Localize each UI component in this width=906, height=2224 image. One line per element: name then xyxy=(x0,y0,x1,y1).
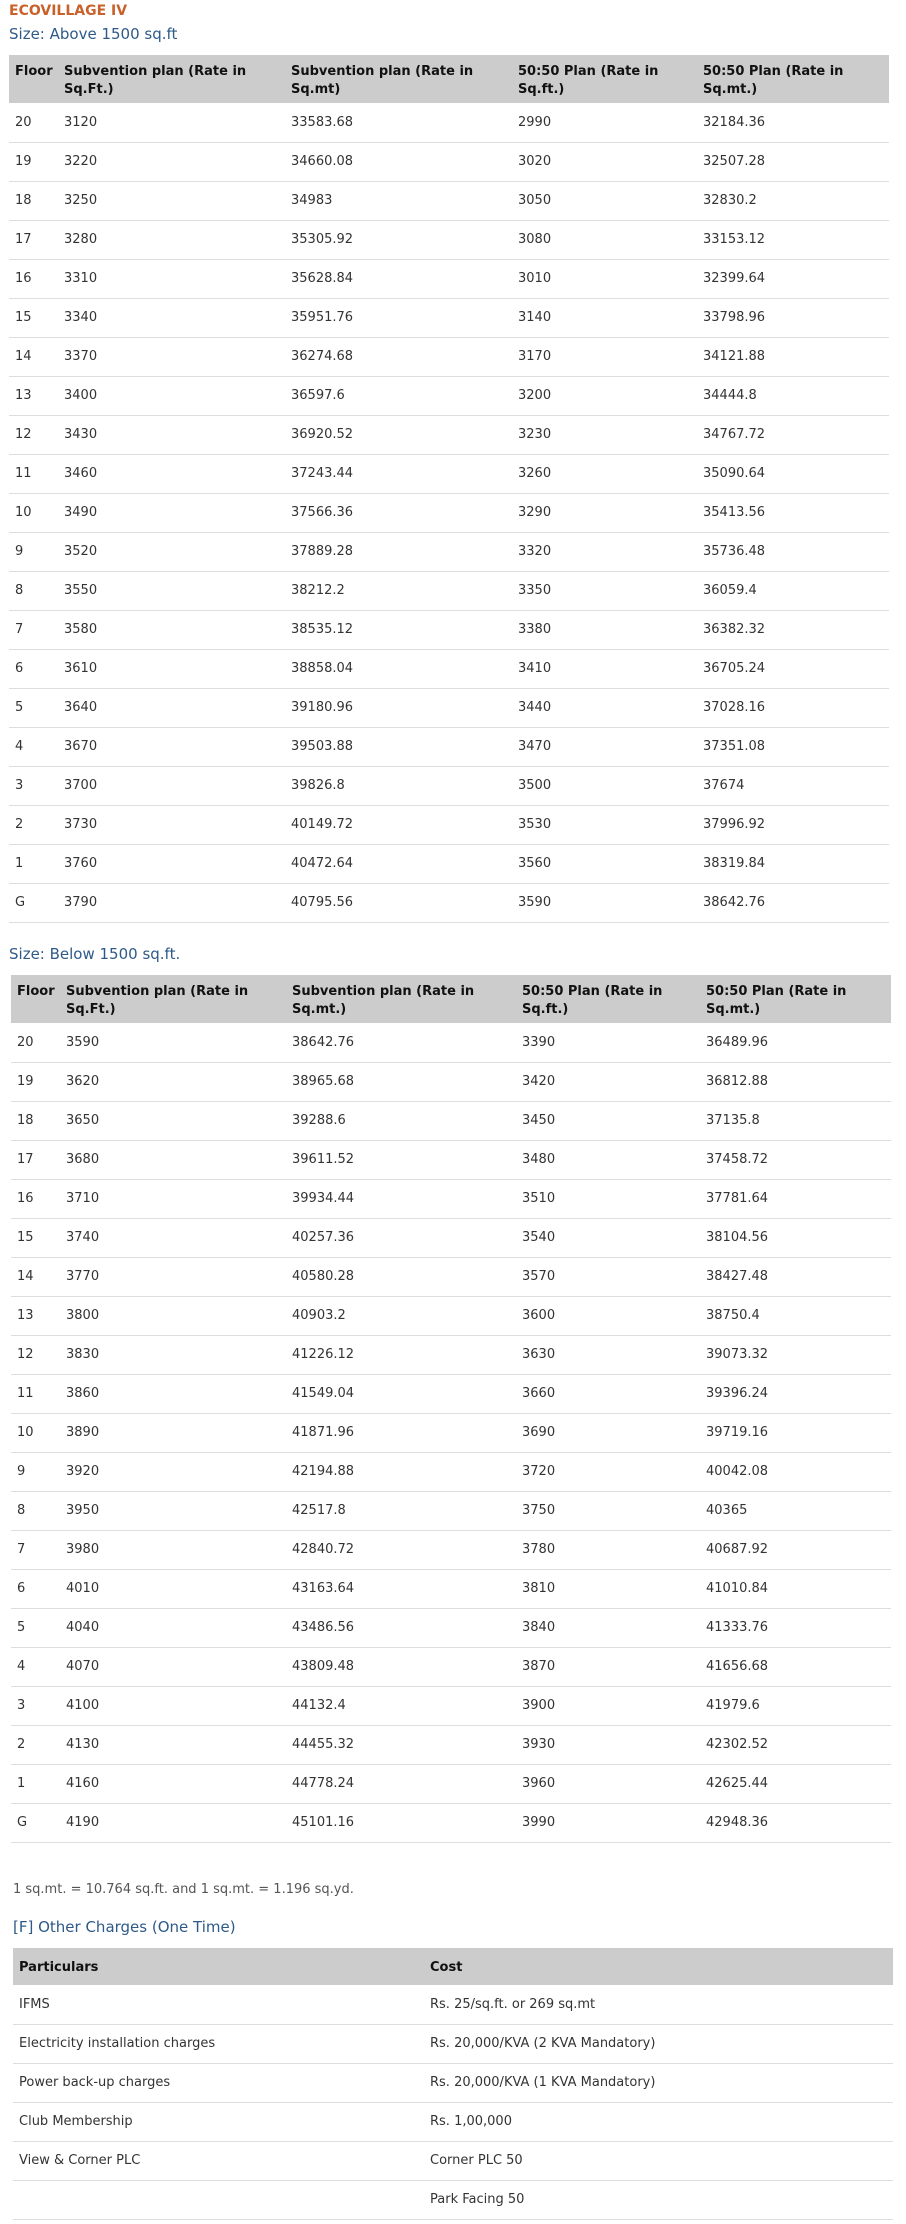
subvention-sqmt-cell: 38858.04 xyxy=(285,649,512,688)
floor-cell: 11 xyxy=(9,454,58,493)
cost-cell: Rs. 20,000/KVA (2 KVA Mandatory) xyxy=(424,2024,893,2063)
floor-cell: 17 xyxy=(9,220,58,259)
subvention-sqmt-cell: 41871.96 xyxy=(286,1413,516,1452)
subvention-sqmt-cell: 36597.6 xyxy=(285,376,512,415)
table-row xyxy=(11,1179,891,1218)
subvention-sqft-cell: 3340 xyxy=(58,298,285,337)
particulars-cell: Power back-up charges xyxy=(13,2063,424,2102)
floor-cell: 7 xyxy=(9,610,58,649)
project-title: ECOVILLAGE IV xyxy=(9,3,128,19)
table-row xyxy=(13,2102,893,2141)
subvention-sqft-cell: 3650 xyxy=(60,1101,286,1140)
floor-cell: 9 xyxy=(11,1452,60,1491)
plan-5050-sqmt-cell: 37135.8 xyxy=(700,1101,891,1140)
floor-cell: 14 xyxy=(11,1257,60,1296)
table-row xyxy=(11,1569,891,1608)
subvention-sqft-cell: 3370 xyxy=(58,337,285,376)
table-row xyxy=(11,1608,891,1647)
subvention-sqft-cell: 3740 xyxy=(60,1218,286,1257)
table-row xyxy=(13,2063,893,2102)
floor-cell: G xyxy=(9,883,58,922)
subvention-sqmt-cell: 39503.88 xyxy=(285,727,512,766)
subvention-sqft-cell: 3550 xyxy=(58,571,285,610)
plan-5050-sqft-cell: 3410 xyxy=(512,649,697,688)
plan-5050-sqft-cell: 3260 xyxy=(512,454,697,493)
floor-cell: 8 xyxy=(9,571,58,610)
subvention-sqft-cell: 3920 xyxy=(60,1452,286,1491)
plan-5050-sqft-cell: 3900 xyxy=(516,1686,700,1725)
subvention-sqft-cell: 3220 xyxy=(58,142,285,181)
table-row xyxy=(11,1725,891,1764)
cost-cell: Park Facing 50 xyxy=(424,2180,893,2219)
plan-5050-sqmt-cell: 35413.56 xyxy=(697,493,889,532)
table-row xyxy=(11,1530,891,1569)
plan-5050-sqft-cell: 3930 xyxy=(516,1725,700,1764)
cost-cell: Rs. 20,000/KVA (1 KVA Mandatory) xyxy=(424,2063,893,2102)
plan-5050-sqft-cell: 3600 xyxy=(516,1296,700,1335)
col-header-floor: Floor xyxy=(11,975,60,1023)
floor-cell: 14 xyxy=(9,337,58,376)
plan-5050-sqft-cell: 3780 xyxy=(516,1530,700,1569)
subvention-sqmt-cell: 37889.28 xyxy=(285,532,512,571)
plan-5050-sqft-cell: 3840 xyxy=(516,1608,700,1647)
plan-5050-sqmt-cell: 32399.64 xyxy=(697,259,889,298)
floor-cell: 3 xyxy=(9,766,58,805)
floor-cell: 1 xyxy=(9,844,58,883)
table-row xyxy=(9,571,889,610)
col-header-subvention-sqmt: Subvention plan (Rate in Sq.mt.) xyxy=(286,975,516,1023)
subvention-sqft-cell: 3950 xyxy=(60,1491,286,1530)
subvention-sqft-cell: 3760 xyxy=(58,844,285,883)
floor-cell: 8 xyxy=(11,1491,60,1530)
cost-cell: Rs. 1,00,000 xyxy=(424,2102,893,2141)
particulars-cell: Club Membership xyxy=(13,2102,424,2141)
subvention-sqft-cell: 3520 xyxy=(58,532,285,571)
table-row xyxy=(11,1413,891,1452)
plan-5050-sqft-cell: 3230 xyxy=(512,415,697,454)
subvention-sqft-cell: 4190 xyxy=(60,1803,286,1842)
plan-5050-sqmt-cell: 38750.4 xyxy=(700,1296,891,1335)
plan-5050-sqmt-cell: 36489.96 xyxy=(700,1023,891,1062)
particulars-cell: IFMS xyxy=(13,1985,424,2024)
table-row xyxy=(9,376,889,415)
subvention-sqft-cell: 3710 xyxy=(60,1179,286,1218)
table-row xyxy=(9,220,889,259)
subvention-sqft-cell: 4070 xyxy=(60,1647,286,1686)
plan-5050-sqft-cell: 3320 xyxy=(512,532,697,571)
subvention-sqft-cell: 3250 xyxy=(58,181,285,220)
table-row xyxy=(11,1803,891,1842)
subvention-sqft-cell: 3980 xyxy=(60,1530,286,1569)
plan-5050-sqmt-cell: 41656.68 xyxy=(700,1647,891,1686)
other-charges-heading: [F] Other Charges (One Time) xyxy=(13,1918,236,1936)
plan-5050-sqft-cell: 3810 xyxy=(516,1569,700,1608)
table-header-row xyxy=(9,55,889,103)
subvention-sqmt-cell: 34660.08 xyxy=(285,142,512,181)
subvention-sqft-cell: 4160 xyxy=(60,1764,286,1803)
table-row xyxy=(9,298,889,337)
table-row xyxy=(9,649,889,688)
subvention-sqmt-cell: 42840.72 xyxy=(286,1530,516,1569)
subvention-sqft-cell: 3640 xyxy=(58,688,285,727)
subvention-sqmt-cell: 39611.52 xyxy=(286,1140,516,1179)
subvention-sqmt-cell: 38212.2 xyxy=(285,571,512,610)
plan-5050-sqmt-cell: 34121.88 xyxy=(697,337,889,376)
plan-5050-sqft-cell: 3720 xyxy=(516,1452,700,1491)
plan-5050-sqft-cell: 3290 xyxy=(512,493,697,532)
rate-table-below-1500 xyxy=(11,975,891,1843)
table-row xyxy=(11,1335,891,1374)
floor-cell: 4 xyxy=(11,1647,60,1686)
plan-5050-sqft-cell: 3660 xyxy=(516,1374,700,1413)
subvention-sqmt-cell: 39826.8 xyxy=(285,766,512,805)
floor-cell: 6 xyxy=(9,649,58,688)
table-row xyxy=(9,688,889,727)
plan-5050-sqmt-cell: 38427.48 xyxy=(700,1257,891,1296)
subvention-sqmt-cell: 40903.2 xyxy=(286,1296,516,1335)
plan-5050-sqft-cell: 3020 xyxy=(512,142,697,181)
table-row xyxy=(9,259,889,298)
col-header-subvention-sqft: Subvention plan (Rate in Sq.Ft.) xyxy=(60,975,286,1023)
subvention-sqmt-cell: 38965.68 xyxy=(286,1062,516,1101)
subvention-sqft-cell: 3670 xyxy=(58,727,285,766)
col-header-5050-sqft: 50:50 Plan (Rate in Sq.ft.) xyxy=(512,55,697,103)
floor-cell: 11 xyxy=(11,1374,60,1413)
plan-5050-sqft-cell: 3450 xyxy=(516,1101,700,1140)
subvention-sqft-cell: 3730 xyxy=(58,805,285,844)
table-row xyxy=(9,883,889,922)
floor-cell: 10 xyxy=(11,1413,60,1452)
plan-5050-sqmt-cell: 32507.28 xyxy=(697,142,889,181)
plan-5050-sqft-cell: 3420 xyxy=(516,1062,700,1101)
table-row xyxy=(13,2141,893,2180)
subvention-sqft-cell: 3790 xyxy=(58,883,285,922)
floor-cell: 17 xyxy=(11,1140,60,1179)
floor-cell: 16 xyxy=(9,259,58,298)
table-row xyxy=(9,415,889,454)
plan-5050-sqft-cell: 3570 xyxy=(516,1257,700,1296)
subvention-sqmt-cell: 35628.84 xyxy=(285,259,512,298)
plan-5050-sqmt-cell: 41010.84 xyxy=(700,1569,891,1608)
subvention-sqmt-cell: 44778.24 xyxy=(286,1764,516,1803)
subvention-sqmt-cell: 41226.12 xyxy=(286,1335,516,1374)
plan-5050-sqft-cell: 3480 xyxy=(516,1140,700,1179)
particulars-cell xyxy=(13,2180,424,2219)
subvention-sqmt-cell: 43163.64 xyxy=(286,1569,516,1608)
table-row xyxy=(9,337,889,376)
plan-5050-sqmt-cell: 39719.16 xyxy=(700,1413,891,1452)
subvention-sqft-cell: 3860 xyxy=(60,1374,286,1413)
subvention-sqmt-cell: 37566.36 xyxy=(285,493,512,532)
plan-5050-sqmt-cell: 37674 xyxy=(697,766,889,805)
table-row xyxy=(11,1764,891,1803)
subvention-sqmt-cell: 40795.56 xyxy=(285,883,512,922)
plan-5050-sqft-cell: 3050 xyxy=(512,181,697,220)
plan-5050-sqmt-cell: 37458.72 xyxy=(700,1140,891,1179)
col-header-floor: Floor xyxy=(9,55,58,103)
table-row xyxy=(11,1023,891,1062)
subvention-sqft-cell: 4130 xyxy=(60,1725,286,1764)
plan-5050-sqmt-cell: 32184.36 xyxy=(697,103,889,142)
floor-cell: 9 xyxy=(9,532,58,571)
table-row xyxy=(11,1647,891,1686)
subvention-sqft-cell: 3310 xyxy=(58,259,285,298)
col-header-subvention-sqft: Subvention plan (Rate in Sq.Ft.) xyxy=(58,55,285,103)
floor-cell: 13 xyxy=(9,376,58,415)
floor-cell: 19 xyxy=(9,142,58,181)
plan-5050-sqmt-cell: 39073.32 xyxy=(700,1335,891,1374)
subvention-sqmt-cell: 35951.76 xyxy=(285,298,512,337)
subvention-sqmt-cell: 38535.12 xyxy=(285,610,512,649)
plan-5050-sqmt-cell: 34444.8 xyxy=(697,376,889,415)
plan-5050-sqft-cell: 3540 xyxy=(516,1218,700,1257)
table-row xyxy=(11,1257,891,1296)
table-row xyxy=(9,766,889,805)
plan-5050-sqft-cell: 3350 xyxy=(512,571,697,610)
subvention-sqmt-cell: 39180.96 xyxy=(285,688,512,727)
plan-5050-sqft-cell: 3870 xyxy=(516,1647,700,1686)
floor-cell: 18 xyxy=(9,181,58,220)
col-header-particulars: Particulars xyxy=(13,1948,424,1985)
plan-5050-sqmt-cell: 42302.52 xyxy=(700,1725,891,1764)
floor-cell: 18 xyxy=(11,1101,60,1140)
plan-5050-sqmt-cell: 36705.24 xyxy=(697,649,889,688)
subvention-sqmt-cell: 39934.44 xyxy=(286,1179,516,1218)
plan-5050-sqft-cell: 3630 xyxy=(516,1335,700,1374)
subvention-sqmt-cell: 38642.76 xyxy=(286,1023,516,1062)
other-charges-table xyxy=(13,1948,893,2220)
floor-cell: 2 xyxy=(11,1725,60,1764)
floor-cell: 13 xyxy=(11,1296,60,1335)
table-row xyxy=(9,454,889,493)
plan-5050-sqmt-cell: 36812.88 xyxy=(700,1062,891,1101)
floor-cell: 3 xyxy=(11,1686,60,1725)
subvention-sqmt-cell: 36920.52 xyxy=(285,415,512,454)
plan-5050-sqmt-cell: 37351.08 xyxy=(697,727,889,766)
subvention-sqft-cell: 3590 xyxy=(60,1023,286,1062)
table-row xyxy=(13,2024,893,2063)
cost-cell: Rs. 25/sq.ft. or 269 sq.mt xyxy=(424,1985,893,2024)
floor-cell: 6 xyxy=(11,1569,60,1608)
subvention-sqmt-cell: 40472.64 xyxy=(285,844,512,883)
subvention-sqft-cell: 4100 xyxy=(60,1686,286,1725)
table-row xyxy=(9,727,889,766)
subvention-sqmt-cell: 42194.88 xyxy=(286,1452,516,1491)
plan-5050-sqmt-cell: 40042.08 xyxy=(700,1452,891,1491)
floor-cell: 7 xyxy=(11,1530,60,1569)
subvention-sqmt-cell: 39288.6 xyxy=(286,1101,516,1140)
subvention-sqmt-cell: 33583.68 xyxy=(285,103,512,142)
plan-5050-sqft-cell: 3470 xyxy=(512,727,697,766)
size-below-label: Size: Below 1500 sq.ft. xyxy=(9,945,181,963)
table-row xyxy=(11,1491,891,1530)
floor-cell: 20 xyxy=(11,1023,60,1062)
subvention-sqmt-cell: 34983 xyxy=(285,181,512,220)
plan-5050-sqmt-cell: 40365 xyxy=(700,1491,891,1530)
subvention-sqft-cell: 3120 xyxy=(58,103,285,142)
plan-5050-sqmt-cell: 34767.72 xyxy=(697,415,889,454)
plan-5050-sqmt-cell: 38319.84 xyxy=(697,844,889,883)
particulars-cell: View & Corner PLC xyxy=(13,2141,424,2180)
subvention-sqmt-cell: 37243.44 xyxy=(285,454,512,493)
plan-5050-sqft-cell: 3510 xyxy=(516,1179,700,1218)
subvention-sqft-cell: 3770 xyxy=(60,1257,286,1296)
floor-cell: G xyxy=(11,1803,60,1842)
floor-cell: 15 xyxy=(9,298,58,337)
col-header-subvention-sqmt: Subvention plan (Rate in Sq.mt) xyxy=(285,55,512,103)
table-row xyxy=(9,493,889,532)
table-row xyxy=(9,610,889,649)
table-header-row xyxy=(11,975,891,1023)
table-row xyxy=(9,142,889,181)
subvention-sqmt-cell: 43486.56 xyxy=(286,1608,516,1647)
subvention-sqmt-cell: 40149.72 xyxy=(285,805,512,844)
subvention-sqft-cell: 3800 xyxy=(60,1296,286,1335)
floor-cell: 16 xyxy=(11,1179,60,1218)
cost-cell: Corner PLC 50 xyxy=(424,2141,893,2180)
subvention-sqft-cell: 3580 xyxy=(58,610,285,649)
plan-5050-sqft-cell: 3080 xyxy=(512,220,697,259)
rate-table-above-1500 xyxy=(9,55,889,923)
floor-cell: 4 xyxy=(9,727,58,766)
plan-5050-sqft-cell: 2990 xyxy=(512,103,697,142)
table-row xyxy=(13,2180,893,2219)
col-header-5050-sqmt: 50:50 Plan (Rate in Sq.mt.) xyxy=(697,55,889,103)
subvention-sqft-cell: 3620 xyxy=(60,1062,286,1101)
subvention-sqmt-cell: 36274.68 xyxy=(285,337,512,376)
subvention-sqft-cell: 3490 xyxy=(58,493,285,532)
subvention-sqft-cell: 3280 xyxy=(58,220,285,259)
col-header-cost: Cost xyxy=(424,1948,893,1985)
subvention-sqmt-cell: 42517.8 xyxy=(286,1491,516,1530)
col-header-5050-sqft: 50:50 Plan (Rate in Sq.ft.) xyxy=(516,975,700,1023)
plan-5050-sqft-cell: 3560 xyxy=(512,844,697,883)
table-row xyxy=(9,805,889,844)
plan-5050-sqft-cell: 3170 xyxy=(512,337,697,376)
subvention-sqft-cell: 4040 xyxy=(60,1608,286,1647)
plan-5050-sqmt-cell: 32830.2 xyxy=(697,181,889,220)
subvention-sqft-cell: 3610 xyxy=(58,649,285,688)
plan-5050-sqft-cell: 3590 xyxy=(512,883,697,922)
floor-cell: 12 xyxy=(9,415,58,454)
particulars-cell: Electricity installation charges xyxy=(13,2024,424,2063)
conversion-note: 1 sq.mt. = 10.764 sq.ft. and 1 sq.mt. = 1.196 sq.yd. xyxy=(13,1882,354,1897)
floor-cell: 12 xyxy=(11,1335,60,1374)
col-header-5050-sqmt: 50:50 Plan (Rate in Sq.mt.) xyxy=(700,975,891,1023)
table-row xyxy=(11,1101,891,1140)
plan-5050-sqmt-cell: 42948.36 xyxy=(700,1803,891,1842)
plan-5050-sqmt-cell: 33798.96 xyxy=(697,298,889,337)
plan-5050-sqft-cell: 3140 xyxy=(512,298,697,337)
plan-5050-sqft-cell: 3440 xyxy=(512,688,697,727)
plan-5050-sqft-cell: 3200 xyxy=(512,376,697,415)
floor-cell: 2 xyxy=(9,805,58,844)
plan-5050-sqft-cell: 3530 xyxy=(512,805,697,844)
table-row xyxy=(11,1140,891,1179)
subvention-sqft-cell: 3830 xyxy=(60,1335,286,1374)
plan-5050-sqft-cell: 3750 xyxy=(516,1491,700,1530)
subvention-sqft-cell: 3400 xyxy=(58,376,285,415)
table-row xyxy=(11,1062,891,1101)
plan-5050-sqmt-cell: 42625.44 xyxy=(700,1764,891,1803)
plan-5050-sqft-cell: 3380 xyxy=(512,610,697,649)
subvention-sqft-cell: 3680 xyxy=(60,1140,286,1179)
plan-5050-sqmt-cell: 35090.64 xyxy=(697,454,889,493)
plan-5050-sqft-cell: 3390 xyxy=(516,1023,700,1062)
size-above-label: Size: Above 1500 sq.ft xyxy=(9,25,178,43)
subvention-sqmt-cell: 40580.28 xyxy=(286,1257,516,1296)
plan-5050-sqmt-cell: 37781.64 xyxy=(700,1179,891,1218)
plan-5050-sqmt-cell: 40687.92 xyxy=(700,1530,891,1569)
plan-5050-sqmt-cell: 41333.76 xyxy=(700,1608,891,1647)
plan-5050-sqmt-cell: 33153.12 xyxy=(697,220,889,259)
plan-5050-sqmt-cell: 37996.92 xyxy=(697,805,889,844)
subvention-sqmt-cell: 41549.04 xyxy=(286,1374,516,1413)
subvention-sqft-cell: 3460 xyxy=(58,454,285,493)
subvention-sqmt-cell: 40257.36 xyxy=(286,1218,516,1257)
table-row xyxy=(11,1296,891,1335)
floor-cell: 5 xyxy=(9,688,58,727)
plan-5050-sqft-cell: 3690 xyxy=(516,1413,700,1452)
subvention-sqmt-cell: 44132.4 xyxy=(286,1686,516,1725)
subvention-sqmt-cell: 44455.32 xyxy=(286,1725,516,1764)
floor-cell: 1 xyxy=(11,1764,60,1803)
table-row xyxy=(9,181,889,220)
subvention-sqmt-cell: 35305.92 xyxy=(285,220,512,259)
floor-cell: 19 xyxy=(11,1062,60,1101)
table-header-row xyxy=(13,1948,893,1985)
plan-5050-sqmt-cell: 38642.76 xyxy=(697,883,889,922)
floor-cell: 5 xyxy=(11,1608,60,1647)
plan-5050-sqmt-cell: 36059.4 xyxy=(697,571,889,610)
floor-cell: 10 xyxy=(9,493,58,532)
subvention-sqmt-cell: 45101.16 xyxy=(286,1803,516,1842)
plan-5050-sqft-cell: 3990 xyxy=(516,1803,700,1842)
table-row xyxy=(11,1452,891,1491)
floor-cell: 15 xyxy=(11,1218,60,1257)
plan-5050-sqmt-cell: 38104.56 xyxy=(700,1218,891,1257)
table-row xyxy=(9,532,889,571)
floor-cell: 20 xyxy=(9,103,58,142)
table-row xyxy=(13,1985,893,2024)
plan-5050-sqft-cell: 3960 xyxy=(516,1764,700,1803)
plan-5050-sqmt-cell: 37028.16 xyxy=(697,688,889,727)
plan-5050-sqmt-cell: 41979.6 xyxy=(700,1686,891,1725)
plan-5050-sqmt-cell: 35736.48 xyxy=(697,532,889,571)
subvention-sqft-cell: 3430 xyxy=(58,415,285,454)
subvention-sqmt-cell: 43809.48 xyxy=(286,1647,516,1686)
plan-5050-sqmt-cell: 39396.24 xyxy=(700,1374,891,1413)
plan-5050-sqmt-cell: 36382.32 xyxy=(697,610,889,649)
table-row xyxy=(11,1218,891,1257)
table-row xyxy=(11,1686,891,1725)
plan-5050-sqft-cell: 3500 xyxy=(512,766,697,805)
table-row xyxy=(9,844,889,883)
table-row xyxy=(11,1374,891,1413)
subvention-sqft-cell: 3700 xyxy=(58,766,285,805)
subvention-sqft-cell: 3890 xyxy=(60,1413,286,1452)
table-row xyxy=(9,103,889,142)
plan-5050-sqft-cell: 3010 xyxy=(512,259,697,298)
subvention-sqft-cell: 4010 xyxy=(60,1569,286,1608)
